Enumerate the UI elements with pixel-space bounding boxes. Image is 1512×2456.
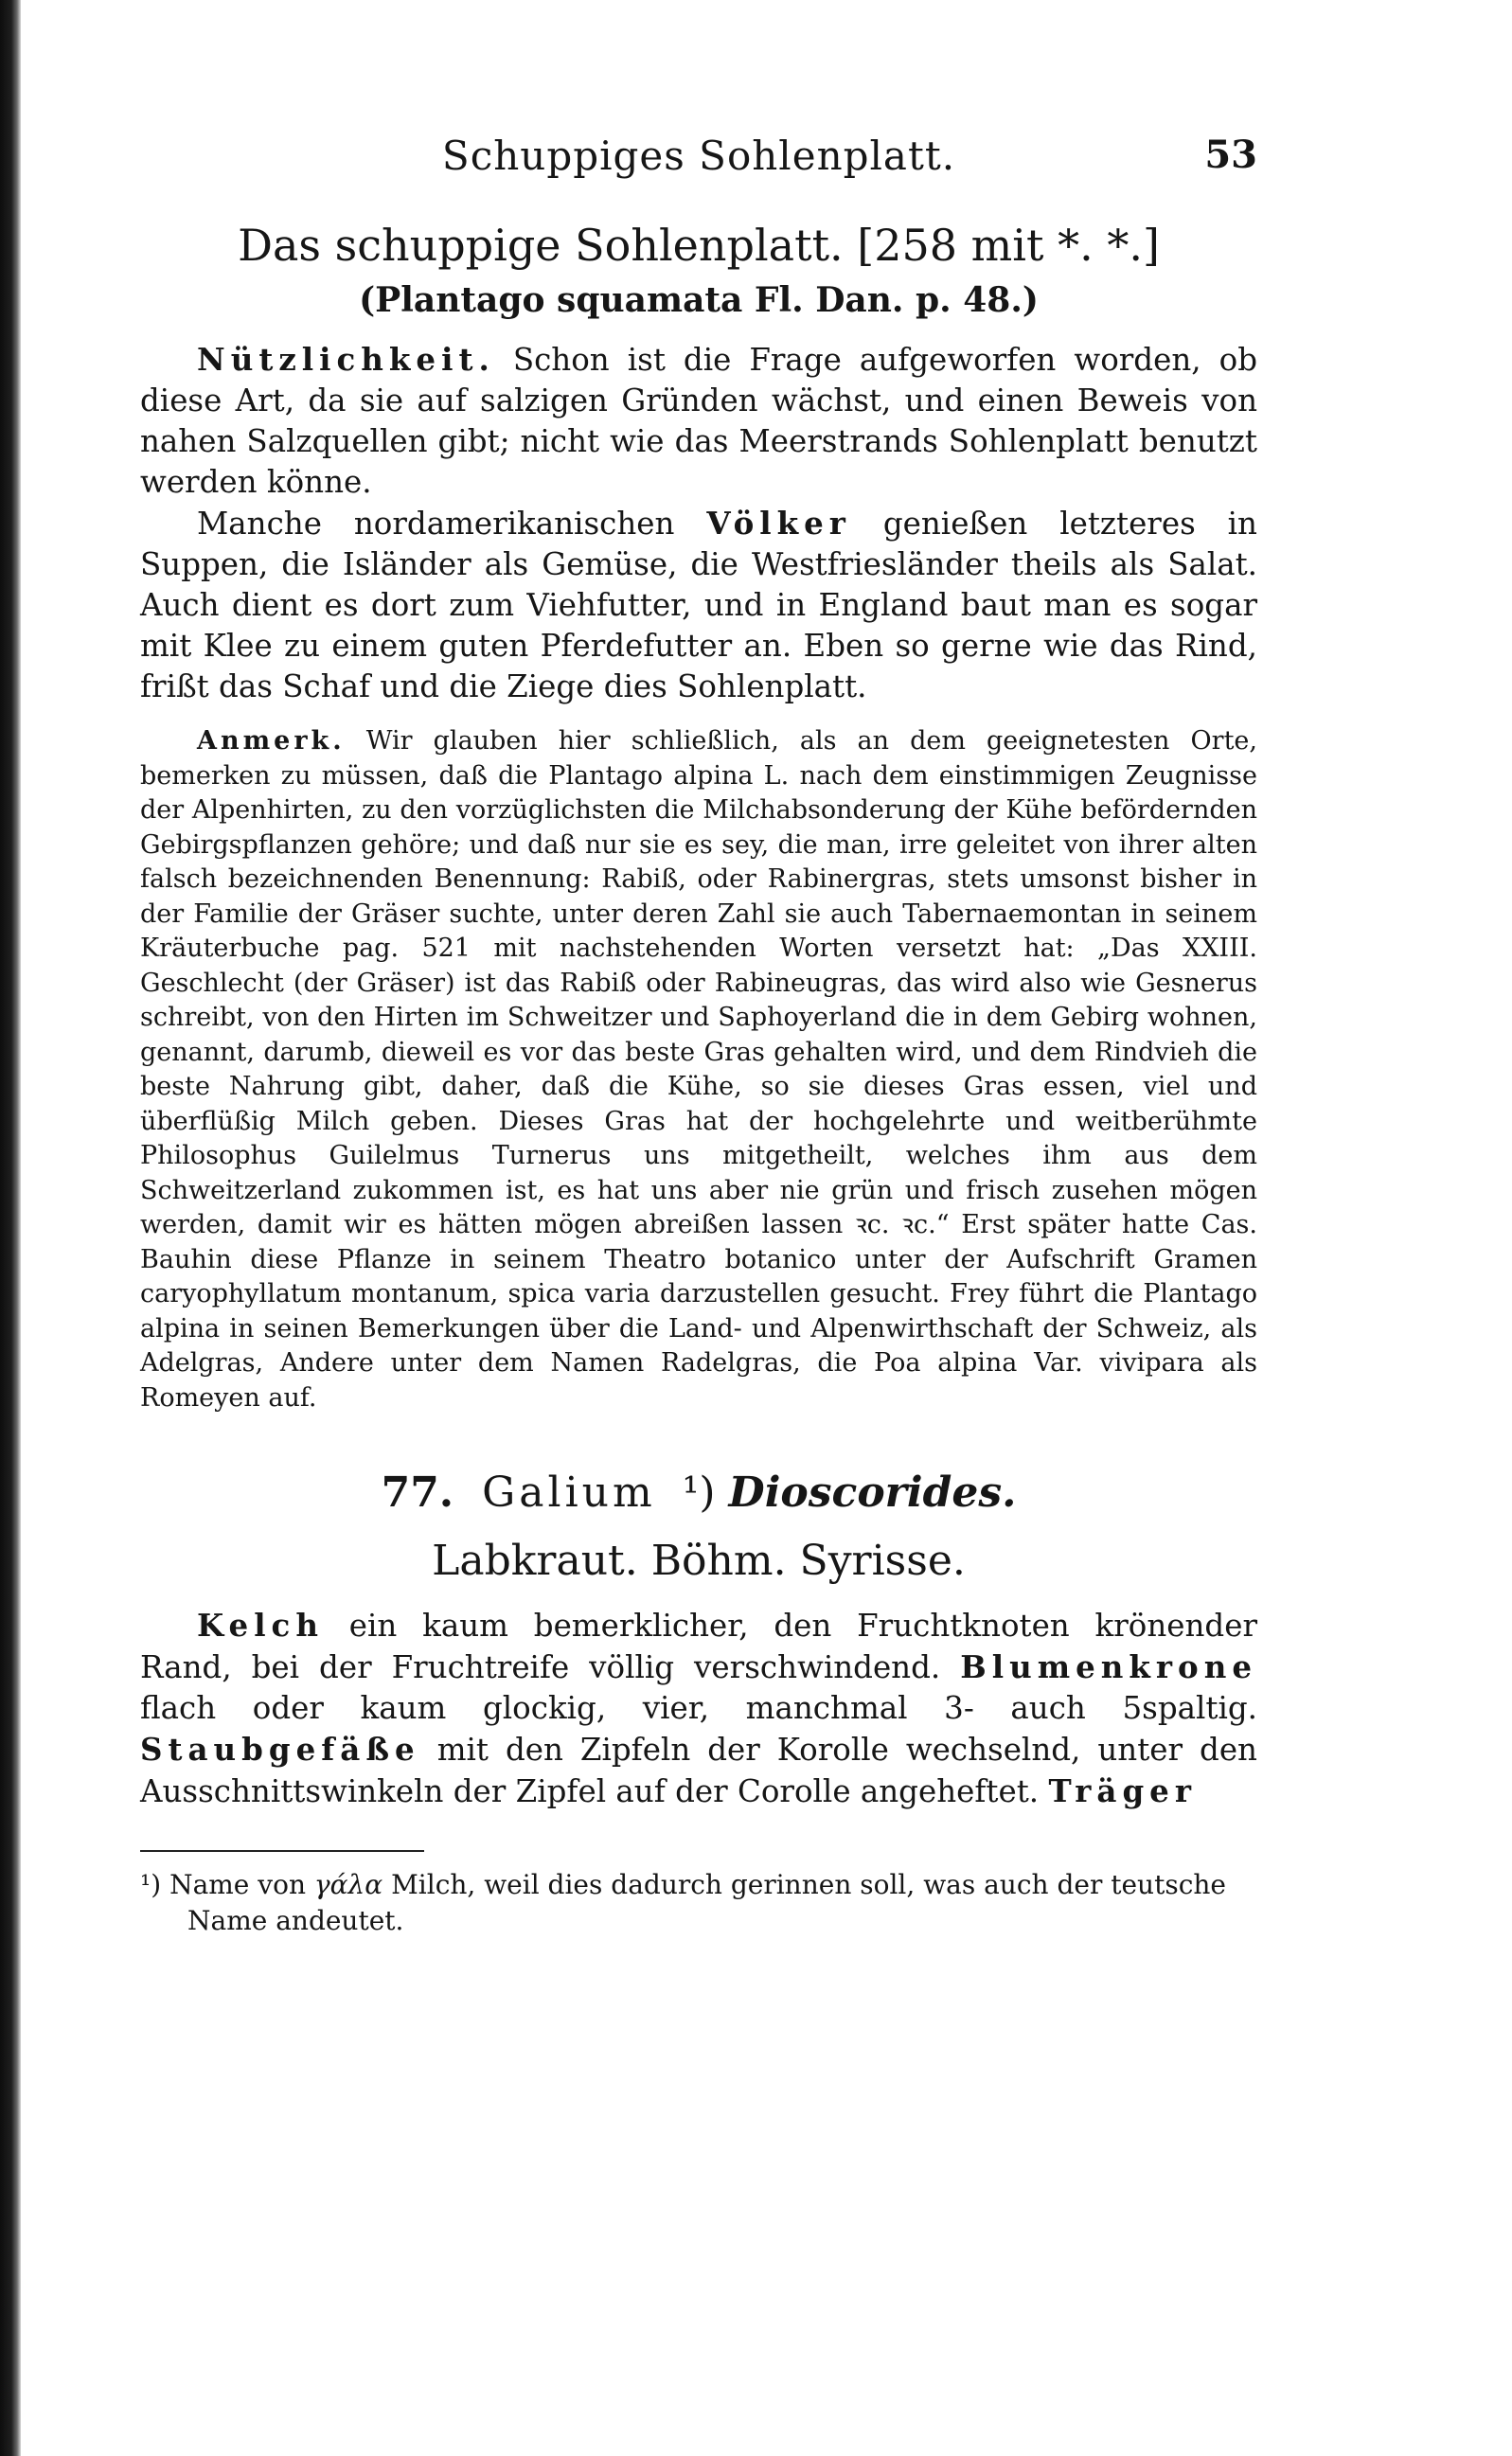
annotation-note (140, 724, 1257, 1415)
kelch-text: ein kaum bemerklicher, den Fruchtknoten krönender Rand, bei der Fruchtreife völlig verschwindend. (140, 1608, 1257, 1685)
blume-lead: Blumenkrone (960, 1648, 1258, 1685)
staub-lead: Staubgefäße (140, 1731, 420, 1768)
peoples-emph: Völker (706, 505, 851, 542)
peoples-text-a: Manche nordamerikanischen (197, 506, 675, 542)
footnote (140, 1867, 1257, 1939)
article-genus: Galium (482, 1468, 656, 1517)
usefulness-lead: Nützlichkeit. (197, 341, 495, 378)
article-authority: Dioscorides. (728, 1468, 1017, 1517)
footnote-rule (140, 1850, 424, 1852)
book-page (140, 133, 1257, 1939)
trager-lead: Träger (1048, 1772, 1197, 1809)
paragraph-peoples (140, 503, 1257, 707)
footnote-text-a: Name von (169, 1869, 306, 1900)
note-text: Wir glauben hier schließlich, als an dem geeignetesten Orte, bemerken zu müssen, daß die Plantago alpina L. nach dem einstimmigen Zeugnisse der Alpenhirten, zu den vorzüglichsten die Milchabsonderung der Kühe befördernden Gebirgspflanzen gehöre; und daß nur sie es sey, die man, irre geleitet von ihrer alten falsch bezeichnenden Benennung: Rabiß, oder Rabinergras, stets umsonst bisher in der Familie der Gräser suchte, unter deren Zahl sie auch Tabernaemontan in seinem Kräuterbuche pag. 521 mit nachstehenden Worten versetzt hat: „Das XXIII. Geschlecht (der Gräser) ist das Rabiß oder Rabineugras, das wird also wie Gesnerus schreibt, von den Hirten im Schweitzer und Saphoyerland die in dem Gebirg wohnen, genannt, darumb, dieweil es vor das beste Gras gehalten wird, und dem Rindvieh die beste Nahrung gibt, daher, daß die Kühe, so sie dieses Gras essen, viel und überflüßig Milch geben. Dieses Gras hat der hochgelehrte und weitberühmte Philosophus Guilelmus Turnerus uns mitgetheilt, welches ihm aus dem Schweitzerland zukommen ist, es hat uns aber nie grün und frisch zusehen mögen werden, damit wir es hätten mögen abreißen lassen ꝛc. ꝛc.“ Erst später hatte Cas. Bauhin diese Pflanze in seinem Theatro botanico unter der Aufschrift Gramen caryophyllatum montanum, spica varia darzustellen gesucht. Frey führt die Plantago alpina in seinen Bemerkungen über die Land- und Alpenwirthschaft der Schweiz, als Adelgras, Andere unter dem Namen Radelgras, die Poa alpina Var. vivipara als Romeyen auf. (140, 726, 1257, 1413)
running-head (140, 133, 1257, 199)
footnote-greek: γάλα (313, 1869, 383, 1900)
usefulness-text: Schon ist die Frage aufgeworfen worden, ob diese Art, da sie auf salzigen Gründen wächst, und einen Beweis von nahen Salzquellen gibt; nicht wie das Meerstrands Sohlenplatt benutzt werden könne. (140, 342, 1257, 500)
section-title: Das schuppige Sohlenplatt. [258 mit *. *.] (238, 220, 1160, 271)
page-number: 53 (1204, 133, 1257, 177)
book-spine-shadow (0, 0, 21, 2456)
blume-text: flach oder kaum glockig, vier, manchmal 3- auch 5spaltig. (140, 1690, 1257, 1726)
footnote-mark: ¹) (140, 1869, 162, 1900)
note-lead: Anmerk. (197, 726, 346, 756)
running-title: Schuppiges Sohlenplatt. (441, 133, 956, 179)
paragraph-description (140, 1605, 1257, 1812)
paragraph-usefulness (140, 339, 1257, 503)
peoples-text-b: genießen letzteres in Suppen, die Isländer als Gemüse, die Westfriesländer theils als Salat. Auch dient es dort zum Viehfutter, und in England baut man es sogar mit Klee zu einem guten Pferdefutter an. Eben so gerne wie das Rind, frißt das Schaf und die Ziege dies Sohlenplatt. (140, 506, 1257, 704)
article-common-names: Labkraut. Böhm. Syrisse. (432, 1537, 966, 1585)
kelch-lead: Kelch (197, 1607, 324, 1644)
footnote-text-b: Milch, weil dies dadurch gerinnen soll, was auch der teutsche Name andeutet. (187, 1869, 1226, 1936)
section-subtitle: (Plantago squamata Fl. Dan. p. 48.) (359, 280, 1039, 320)
staub-text: mit den Zipfeln der Korolle wechselnd, unter den Ausschnittswinkeln der Zipfel auf der Corolle angeheftet. (140, 1732, 1257, 1809)
article-fn-mark: ¹) (682, 1468, 716, 1517)
article-title (140, 1465, 1257, 1522)
article-number: 77. (381, 1468, 454, 1517)
